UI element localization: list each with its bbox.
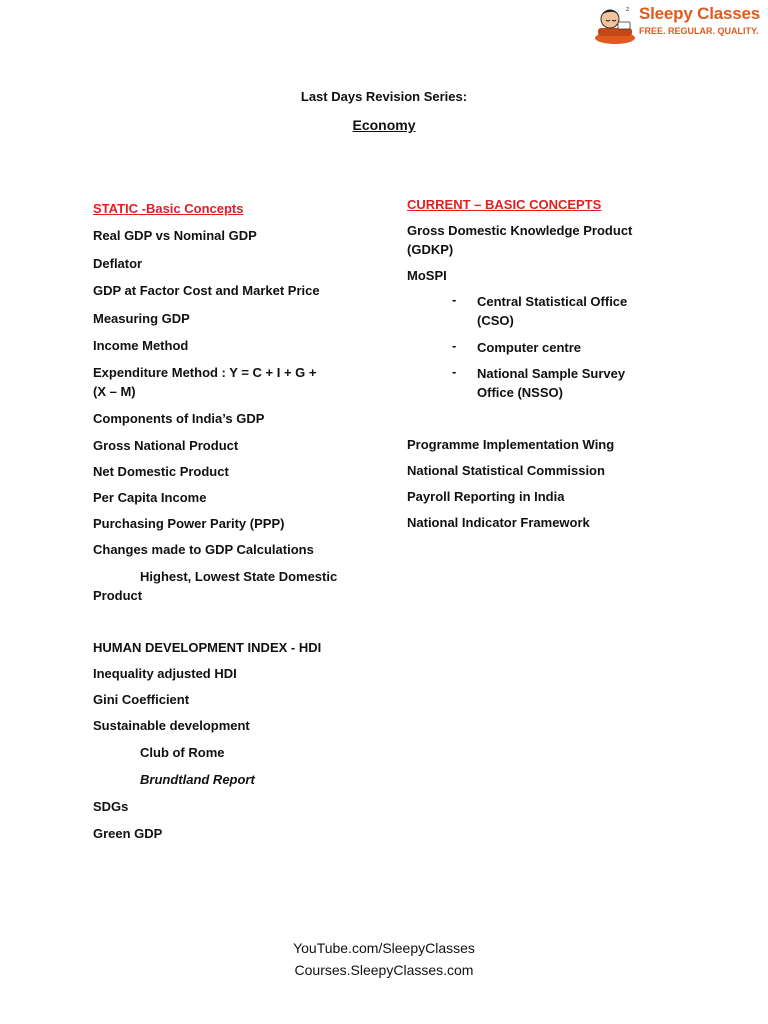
left-item: Measuring GDP — [93, 311, 190, 326]
right-subitem: Central Statistical Office — [477, 294, 628, 309]
left-item: Product — [93, 588, 143, 603]
left-item: Green GDP — [93, 826, 163, 841]
right-subitem: Office (NSSO) — [477, 385, 563, 400]
left-item: Real GDP vs Nominal GDP — [93, 228, 257, 243]
left-item: Changes made to GDP Calculations — [93, 542, 314, 557]
left-item: Per Capita Income — [93, 490, 207, 505]
svg-text:z: z — [626, 6, 630, 13]
right-item: Gross Domestic Knowledge Product — [407, 223, 633, 238]
sleeping-student-icon — [592, 2, 638, 46]
series-title: Last Days Revision Series: — [300, 89, 468, 104]
left-item: Inequality adjusted HDI — [93, 666, 237, 681]
subject-title — [0, 117, 768, 133]
right-item: MoSPI — [407, 268, 447, 283]
left-item: Net Domestic Product — [93, 464, 229, 479]
footer-courses-link[interactable]: Courses.SleepyClasses.com — [294, 962, 474, 978]
footer-youtube-link[interactable]: YouTube.com/SleepyClasses — [293, 940, 475, 956]
logo-brand-text: Sleepy Classes — [639, 4, 761, 23]
right-subitem: (CSO) — [477, 313, 514, 328]
left-item-indented: Highest, Lowest State Domestic — [140, 569, 338, 584]
bullet-dash: - — [452, 292, 457, 307]
right-subitem: Computer centre — [477, 340, 582, 355]
left-item: Expenditure Method : Y = C + I + G + — [93, 365, 317, 380]
bullet-dash: - — [452, 364, 457, 379]
left-item-indented: Club of Rome — [140, 745, 225, 760]
subject-title-text: Economy — [352, 117, 416, 133]
left-item: HUMAN DEVELOPMENT INDEX - HDI — [93, 640, 322, 655]
right-item: (GDKP) — [407, 242, 454, 257]
left-item: SDGs — [93, 799, 129, 814]
left-item-indented: Brundtland Report — [140, 772, 255, 787]
left-item: Deflator — [93, 256, 143, 271]
right-section-heading: CURRENT – BASIC CONCEPTS — [407, 197, 602, 212]
left-item: Sustainable development — [93, 718, 250, 733]
logo-tagline: FREE. REGULAR. QUALITY. — [639, 26, 759, 36]
left-item: (X – M) — [93, 384, 136, 399]
left-item: Components of India’s GDP — [93, 411, 265, 426]
right-item: Payroll Reporting in India — [407, 489, 565, 504]
right-item: National Indicator Framework — [407, 515, 590, 530]
right-item: Programme Implementation Wing — [407, 437, 615, 452]
left-item: Gross National Product — [93, 438, 239, 453]
left-item: Purchasing Power Parity (PPP) — [93, 516, 285, 531]
brand-logo — [592, 2, 766, 46]
right-item: National Statistical Commission — [407, 463, 605, 478]
right-subitem: National Sample Survey — [477, 366, 626, 381]
left-item: GDP at Factor Cost and Market Price — [93, 283, 320, 298]
left-item: Gini Coefficient — [93, 692, 190, 707]
left-section-heading: STATIC -Basic Concepts — [93, 201, 244, 216]
bullet-dash: - — [452, 338, 457, 353]
left-item: Income Method — [93, 338, 189, 353]
